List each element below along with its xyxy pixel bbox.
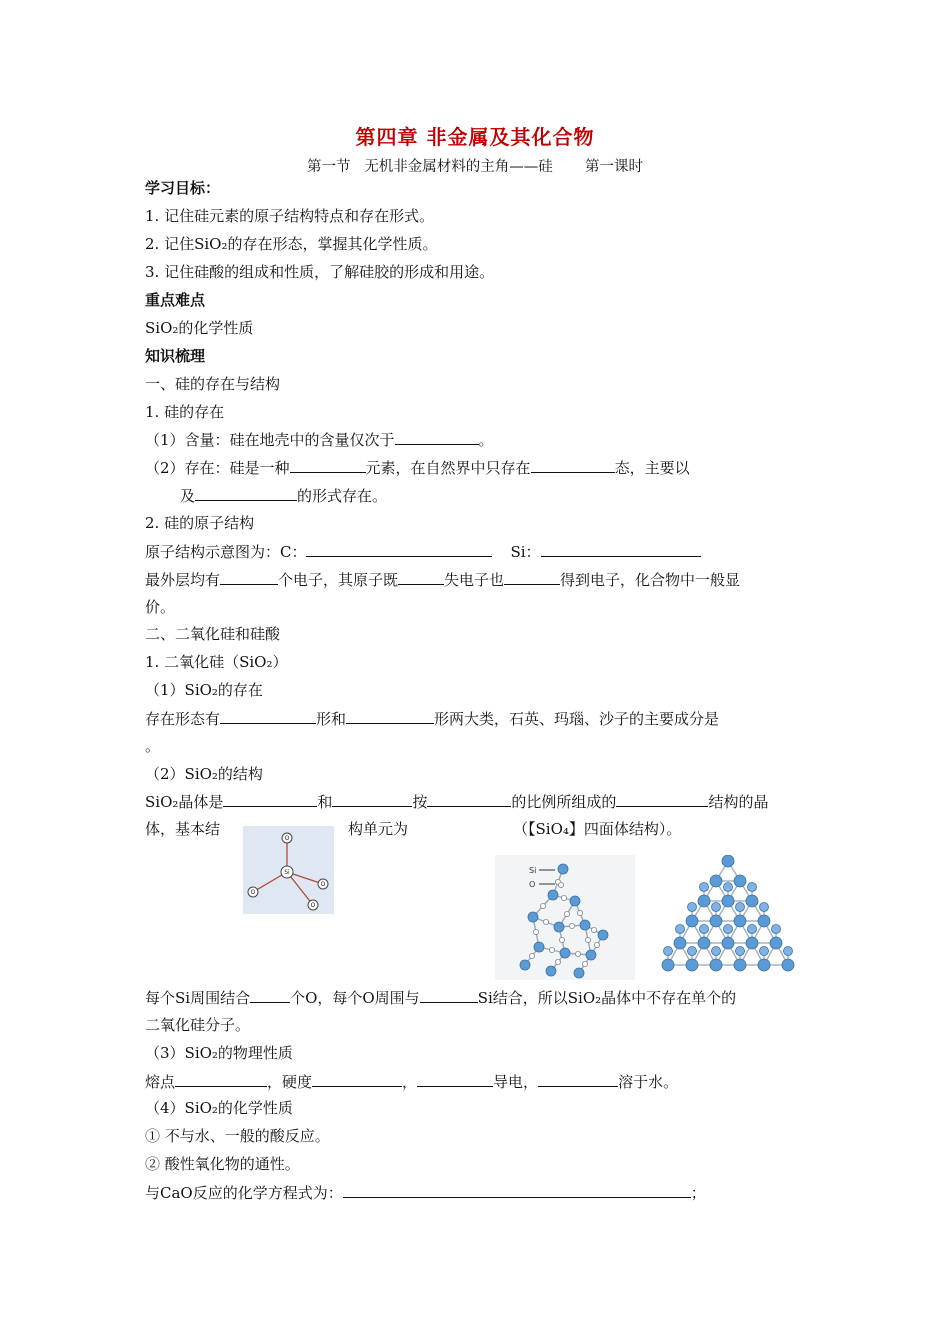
crystal-atom: [664, 947, 673, 956]
legend-o-label: O: [529, 880, 536, 889]
oxygen-atom: [555, 959, 560, 964]
crystal-atom: [758, 915, 770, 927]
fig-o-label-bottom: O: [310, 902, 316, 909]
p2-1: 1. 二氧化硅（SiO₂）: [145, 653, 288, 671]
crystal-atom: [724, 925, 733, 934]
p2-1-2-unit-c: （【SiO₄】四面体结构）。: [513, 820, 682, 838]
section-title: 第一节 无机非金属材料的主角——硅 第一课时: [306, 159, 644, 175]
crystal-atom: [674, 937, 686, 949]
oxygen-atom: [529, 953, 534, 958]
crystal-atom: [724, 883, 733, 892]
p2-1-1-text: 存在形态有 形和 形两大类，石英、玛瑙、沙子的主要成分是: [145, 710, 720, 728]
crystal-atom: [734, 875, 746, 887]
crystal-atom: [686, 959, 698, 971]
silicon-atom: [548, 890, 558, 900]
oxygen-atom: [591, 927, 596, 932]
crystal-atom: [736, 903, 745, 912]
oxygen-atom: [585, 937, 590, 942]
oxygen-atom: [533, 929, 538, 934]
silicon-atom: [574, 968, 584, 978]
p2-1-1: （1）SiO₂的存在: [145, 681, 263, 699]
p2-1-2-unit-a: 体，基本结: [145, 820, 221, 838]
crystal-atom: [688, 947, 697, 956]
silicon-atom: [534, 942, 544, 952]
fig-o-label-right: O: [320, 881, 326, 888]
p1-2-2: 最外层均有 个电子，其原子既 失电子也 得到电子，化合物中一般显: [145, 571, 741, 589]
crystal-atom: [712, 903, 721, 912]
oxygen-atom: [543, 919, 548, 924]
crystal-atom: [710, 959, 722, 971]
part2-title: 二、二氧化硅和硅酸: [145, 625, 281, 643]
crystal-atom: [734, 915, 746, 927]
objective-2: 2. 记住SiO₂的存在形态，掌握其化学性质。: [145, 235, 438, 253]
part1-title: 一、硅的存在与结构: [145, 375, 281, 393]
oxygen-atom: [582, 961, 587, 966]
oxygen-atom: [594, 942, 599, 947]
oxygen-atom: [561, 895, 566, 900]
crystal-atom: [748, 925, 757, 934]
crystal-atom: [746, 895, 758, 907]
silicon-atom: [558, 864, 568, 874]
objectives-heading: 学习目标：: [145, 179, 221, 197]
sio2-crystal-figure: [660, 855, 805, 977]
p2-1-4-c: 与CaO反应的化学方程式为： ；: [145, 1184, 706, 1202]
oxygen-atom: [559, 937, 564, 942]
p2-1-2-end: 二氧化硅分子。: [145, 1016, 251, 1034]
p2-1-4: （4）SiO₂的化学性质: [145, 1099, 293, 1117]
crystal-atom: [760, 903, 769, 912]
fig-o-label-top: O: [284, 835, 290, 842]
crystal-atom: [698, 937, 710, 949]
p1-2-1: 原子结构示意图为：C： Si：: [145, 541, 701, 562]
objective-1: 1. 记住硅元素的原子结构特点和存在形式。: [145, 207, 435, 225]
crystal-atom: [686, 915, 698, 927]
crystal-atom: [760, 947, 769, 956]
p2-1-2: （2）SiO₂的结构: [145, 765, 263, 783]
silicon-atom: [586, 950, 596, 960]
crystal-atom: [758, 959, 770, 971]
key-points-text: SiO₂的化学性质: [145, 319, 254, 337]
oxygen-atom: [575, 951, 580, 956]
crystal-atom: [722, 937, 734, 949]
p2-1-2-text: SiO₂晶体是 和 按 的比例所组成的 结构的晶: [145, 793, 769, 811]
p2-1-3-text: 熔点 ，硬度 ， 导电， 溶于水。: [145, 1073, 679, 1091]
silicon-atom: [570, 896, 580, 906]
crystal-atom: [712, 947, 721, 956]
silicon-atom: [580, 920, 590, 930]
silicon-atom: [560, 948, 570, 958]
oxygen-atom: [564, 911, 569, 916]
crystal-atom: [722, 855, 734, 867]
sio2-network-figure: [495, 855, 635, 980]
p1-1: 1. 硅的存在: [145, 403, 225, 421]
crystal-atom: [700, 883, 709, 892]
p2-1-1-end: 。: [145, 737, 161, 755]
p2-1-2-unit-b: 构单元为: [348, 820, 409, 838]
crystal-atom: [748, 883, 757, 892]
legend-oxygen-atom: [558, 882, 563, 887]
crystal-atom: [722, 895, 734, 907]
crystal-atom: [784, 947, 793, 956]
crystal-atom: [688, 903, 697, 912]
crystal-atom: [710, 875, 722, 887]
silicon-atom: [554, 922, 564, 932]
oxygen-atom: [569, 923, 574, 928]
legend-si-label: Si: [529, 866, 537, 875]
chapter-title: 第四章 非金属及其化合物: [355, 125, 595, 149]
p1-2: 2. 硅的原子结构: [145, 514, 255, 532]
crystal-atom: [698, 895, 710, 907]
crystal-atom: [736, 947, 745, 956]
fig-o-label-left: O: [250, 889, 256, 896]
fig-si-label: Si: [284, 869, 290, 876]
p1-1-2: （2）存在：硅是一种 元素，在自然界中只存在 态，主要以: [145, 459, 690, 477]
oxygen-atom: [549, 947, 554, 952]
objective-3: 3. 记住硅酸的组成和性质，了解硅胶的形成和用途。: [145, 263, 495, 281]
crystal-atom: [734, 959, 746, 971]
p1-2-3: 价。: [145, 598, 176, 616]
p1-1-1: （1）含量：硅在地壳中的含量仅次于 。: [145, 431, 494, 449]
p2-1-3: （3）SiO₂的物理性质: [145, 1044, 293, 1062]
crystal-atom: [782, 959, 794, 971]
crystal-atom: [746, 937, 758, 949]
crystal-atom: [676, 925, 685, 934]
p2-1-4-a: ① 不与水、一般的酸反应。: [145, 1127, 330, 1145]
key-points-heading: 重点难点: [145, 291, 206, 309]
silicon-atom: [520, 960, 530, 970]
crystal-atom: [662, 959, 674, 971]
crystal-atom: [772, 925, 781, 934]
crystal-atom: [710, 915, 722, 927]
p2-1-4-b: ② 酸性氧化物的通性。: [145, 1155, 300, 1173]
crystal-atom: [770, 937, 782, 949]
p1-1-3: 及 的形式存在。: [180, 487, 388, 505]
oxygen-atom: [577, 910, 582, 915]
p2-1-2-bond-text: 每个Si周围结合 个O，每个O周围与 Si结合，所以SiO₂晶体中不存在单个的: [145, 989, 737, 1007]
knowledge-heading: 知识梳理: [145, 347, 206, 365]
silicon-atom: [546, 966, 556, 976]
silicon-atom: [598, 930, 608, 940]
silicon-atom: [528, 912, 538, 922]
sio4-tetrahedron-figure: [243, 826, 334, 914]
oxygen-atom: [540, 903, 545, 908]
crystal-atom: [700, 925, 709, 934]
